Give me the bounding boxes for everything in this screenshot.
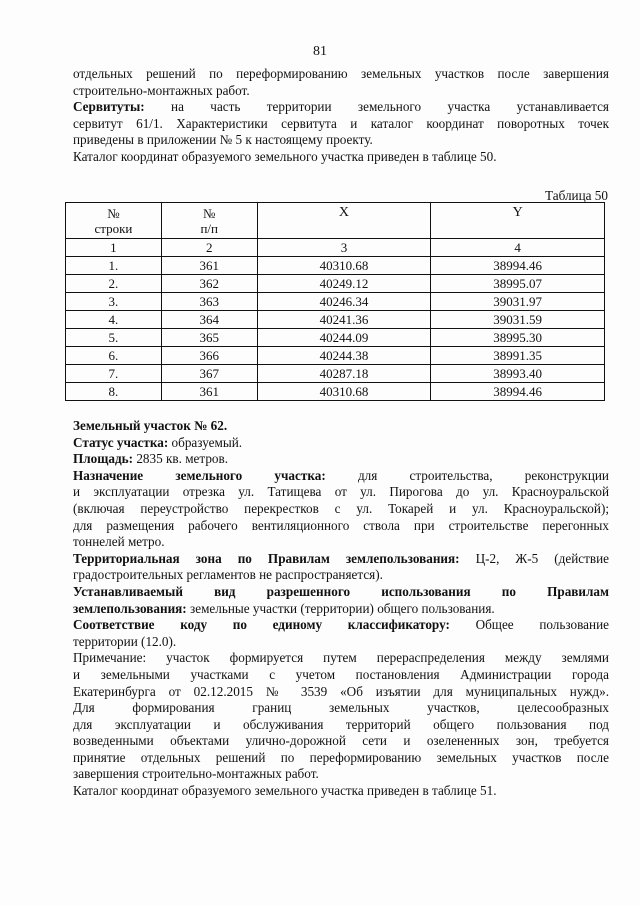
column-number: 1 [66,239,162,257]
note-line: принятие отдельных решений по переформированию земельных участков после [73,749,609,765]
cell-x: 40244.09 [257,329,431,347]
intro-line: отдельных решений по переформированию земельных участков после завершения [73,66,609,81]
classifier-label: Соответствие коду по единому классификатору: [73,617,450,633]
table-row [66,365,605,383]
cell-y: 39031.59 [431,311,605,329]
cell-y: 38993.40 [431,365,605,383]
servitude-line: сервитут 61/1. Характеристики сервитута и каталог координат поворотных точек [73,115,609,131]
table-header-row [66,203,605,239]
cell-point-number: 363 [161,293,257,311]
cell-x: 40241.36 [257,311,431,329]
header-row-number: № строки [66,203,162,239]
purpose-line: Назначение земельного участка: для строительства, реконструкции [73,467,609,483]
table-row [66,329,605,347]
note-line: Примечание: участок формируется путем перераспределения между землями [73,650,609,666]
cell-x: 40244.38 [257,347,431,365]
servitude-line: приведены в приложении № 5 к настоящему проекту. [73,132,373,148]
servitude-label: Сервитуты: [73,99,145,115]
purpose-line: и эксплуатации отрезка ул. Татищева от ул. Пирогова до ул. Красноуральской [73,484,609,500]
intro-line: строительно-монтажных работ. [73,82,250,98]
catalog-note: Каталог координат образуемого земельного участка приведен в таблице 50. [73,148,497,164]
cell-y: 38994.46 [431,383,605,401]
table-row [66,257,605,275]
note-line: завершения строительно-монтажных работ. [73,766,319,782]
table-caption: Таблица 50 [545,188,608,203]
cell-row-number: 2. [66,275,162,293]
note-line: Екатеринбурга от 02.12.2015 № 3539 «Об изъятии для муниципальных нужд». [73,683,609,699]
use-value: земельные участки (территории) общего пользования. [190,600,495,616]
cell-point-number: 362 [161,275,257,293]
cell-row-number: 1. [66,257,162,275]
zone-label: Территориальная зона по Правилам землепользования: [73,550,460,566]
cell-point-number: 364 [161,311,257,329]
table-row [66,293,605,311]
table-row [66,311,605,329]
purpose-label: Назначение земельного участка: [73,467,326,483]
use-line [73,601,609,618]
purpose-line: (включая переустройство перекрестков с ул. Токарей и ул. Красноуральской); [73,500,609,516]
cell-x: 40310.68 [257,257,431,275]
area-label: Площадь: [73,451,134,467]
header-x: X [257,203,431,239]
plot-title: Земельный участок № 62. [73,418,228,433]
note-line: и земельными участками с учетом постановления Администрации города [73,666,609,682]
zone-line: Территориальная зона по Правилам землепользования: Ц-2, Ж-5 (действие [73,550,610,566]
status-label: Статус участка: [73,434,169,450]
header-point-number: № п/п [161,203,257,239]
header-y: Y [431,203,605,239]
cell-y: 38991.35 [431,347,605,365]
plot-section [73,418,609,800]
cell-row-number: 8. [66,383,162,401]
servitude-text: на часть территории земельного участка устанавливается [171,99,609,115]
use-label-line: Устанавливаемый вид разрешенного использования по Правилам [73,583,609,599]
cell-point-number: 361 [161,257,257,275]
cell-x: 40246.34 [257,293,431,311]
table-column-numbers-row [66,239,605,257]
cell-row-number: 6. [66,347,162,365]
purpose-line: тоннелей метро. [73,534,165,550]
page-number: 81 [313,44,327,59]
column-number: 3 [257,239,431,257]
cell-y: 38995.30 [431,329,605,347]
cell-row-number: 5. [66,329,162,347]
cell-point-number: 365 [161,329,257,347]
cell-x: 40310.68 [257,383,431,401]
use-label: землепользования: [73,600,187,616]
cell-row-number: 3. [66,293,162,311]
note-line: возведенными объектами улично-дорожной сети и озелененных зон, требуется [73,733,609,749]
cell-point-number: 361 [161,383,257,401]
cell-y: 38995.07 [431,275,605,293]
classifier-line: Соответствие коду по единому классификатору: Общее пользование [73,617,609,633]
column-number: 4 [431,239,605,257]
plot-area [73,451,609,468]
zone-line: градостроительных регламентов не распространяется). [73,567,383,583]
cell-y: 39031.97 [431,293,605,311]
cell-row-number: 4. [66,311,162,329]
catalog-note: Каталог координат образуемого земельного участка приведен в таблице 51. [73,783,497,799]
note-line: Для формирования границ земельных участков, целесообразных [73,700,609,716]
area-value: 2835 кв. метров. [136,451,229,467]
status-value: образуемый. [171,434,243,450]
cell-x: 40249.12 [257,275,431,293]
purpose-line: для размещения рабочего вентиляционного ствола при строительстве перегонных [73,517,609,533]
cell-point-number: 366 [161,347,257,365]
plot-status [73,435,609,452]
column-number: 2 [161,239,257,257]
table-row [66,383,605,401]
table-row [66,347,605,365]
note-line: для эксплуатации и обслуживания территорий общего пользования под [73,716,609,732]
coordinates-table [65,202,605,401]
intro-section [73,66,609,166]
cell-y: 38994.46 [431,257,605,275]
cell-x: 40287.18 [257,365,431,383]
table-row [66,275,605,293]
classifier-line: территории (12.0). [73,633,177,649]
cell-point-number: 367 [161,365,257,383]
servitude-line [73,99,609,116]
cell-row-number: 7. [66,365,162,383]
